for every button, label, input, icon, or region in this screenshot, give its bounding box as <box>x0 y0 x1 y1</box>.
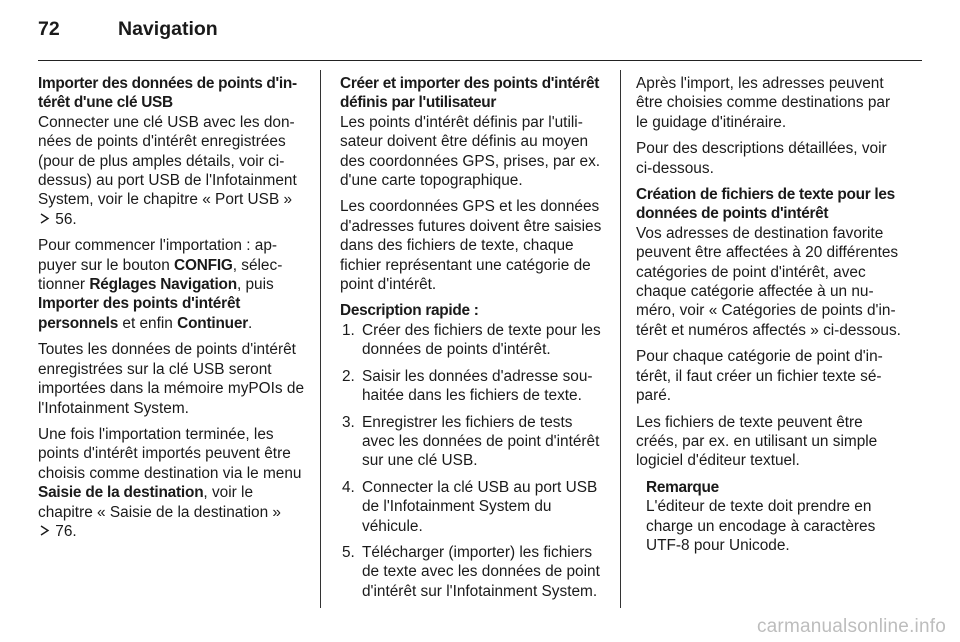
column-3 <box>636 74 904 555</box>
text-run: , voir le chapitre « Saisie de la destination » <box>38 484 281 521</box>
text-run: Une fois l'importation terminée, les points d'intérêt importés peuvent être choisis comme destination via le menu <box>38 425 302 482</box>
column-divider <box>620 70 621 608</box>
section-heading: Création de fichiers de texte pour les données de points d'intérêt <box>636 186 895 223</box>
list-item <box>340 367 605 406</box>
text-run: et enfin <box>118 314 178 332</box>
text-run: . <box>248 314 253 332</box>
watermark: carmanualsonline.info <box>756 616 946 637</box>
page-reference: 56. <box>55 210 77 228</box>
step-text: Connecter la clé USB au port USB de l'Infotainment System du véhicule. <box>362 478 598 535</box>
section-heading: Créer et importer des points d'intérêt définis par l'utilisateur <box>340 75 600 112</box>
menu-item-label: Continuer <box>177 314 249 332</box>
list-item <box>340 543 605 601</box>
usb-import-section <box>38 74 306 229</box>
paragraph: Connecter une clé USB avec les données de points d'intérêt enregistrées (pour de plus amples détails, voir ci-dessus) au port USB de l'Infotainment System, voir le chapitre « Port USB » <box>38 113 297 209</box>
custom-poi-section <box>340 74 605 190</box>
paragraph <box>38 236 306 333</box>
paragraph: Toutes les données de points d'intérêt enregistrées sur la clé USB seront importées dans la mémoire myPOIs de l'Infotainment System. <box>38 341 305 417</box>
paragraph: Les fichiers de texte peuvent être créés, par ex. en utilisant un simple logiciel d'éditeur textuel. <box>636 413 878 470</box>
text-run: , sélectionner <box>38 256 283 294</box>
text-run: Pour commencer l'importation : appuyer sur le bouton <box>38 237 278 274</box>
step-number: 2. <box>342 367 355 385</box>
note-text: L'éditeur de texte doit prendre en charge un encodage à caractères UTF-8 pour Unicode. <box>646 498 876 554</box>
config-button-label: CONFIG <box>174 256 233 274</box>
header-rule <box>38 60 922 61</box>
step-number: 4. <box>342 478 355 496</box>
step-text: Saisir les données d'adresse souhaitée dans les fichiers de texte. <box>362 367 593 405</box>
text-file-section <box>636 185 904 340</box>
step-number: 5. <box>342 543 355 561</box>
list-item <box>340 478 605 536</box>
column-1 <box>38 74 306 548</box>
paragraph: Vos adresses de destination favorite peuvent être affectées à 20 différentes catégories de point d'intérêt, avec chaque catégorie affectée à un numéro, voir « Catégories de points d'intérêt et numéros affectés » ci-dessous. <box>636 224 901 339</box>
menu-item-label: Saisie de la destination <box>38 484 204 502</box>
paragraph: Pour chaque catégorie de point d'intérêt, il faut créer un fichier texte séparé. <box>636 348 883 405</box>
column-divider <box>320 70 321 608</box>
step-text: Enregistrer les fichiers de tests avec les données de point d'intérêt sur une clé USB. <box>362 413 600 470</box>
list-item <box>340 413 605 471</box>
note-title: Remarque <box>646 478 719 496</box>
paragraph: Les points d'intérêt définis par l'utilisateur doivent être définis au moyen des coordonnées GPS, prises, par ex. d'une carte topographique. <box>340 113 601 190</box>
paragraph: Pour des descriptions détaillées, voir ci-dessous. <box>636 140 887 177</box>
step-text: Créer des fichiers de texte pour les données de points d'intérêt. <box>362 321 601 359</box>
page-header <box>38 18 218 41</box>
note-box <box>636 478 904 556</box>
step-number: 1. <box>342 321 355 339</box>
page-reference-icon <box>38 524 51 537</box>
section-title: Navigation <box>118 18 218 40</box>
text-run: , puis <box>236 276 274 294</box>
steps-heading: Description rapide : <box>340 302 479 320</box>
paragraph: Après l'import, les adresses peuvent être choisies comme destinations par le guidage d'itinéraire. <box>636 75 891 131</box>
page-reference: 76. <box>55 522 77 540</box>
page-number: 72 <box>38 18 60 40</box>
step-text: Télécharger (importer) les fichiers de texte avec les données de point d'intérêt sur l'Infotainment System. <box>362 543 600 600</box>
section-heading: Importer des données de points d'intérêt d'une clé USB <box>38 75 298 112</box>
menu-item-label: Réglages Navigation <box>89 276 237 294</box>
paragraph <box>38 425 306 541</box>
column-2 <box>340 74 605 608</box>
page-reference-icon <box>38 212 51 225</box>
list-item <box>340 321 605 360</box>
steps-list <box>340 321 605 601</box>
quick-description <box>340 301 605 601</box>
menu-item-label: Importer des points d'intérêt personnels <box>38 295 241 332</box>
paragraph: Les coordonnées GPS et les données d'adresses futures doivent être saisies dans des fichiers de texte, chaque fichier représentant une catégorie de point d'intérêt. <box>340 198 602 294</box>
step-number: 3. <box>342 413 355 431</box>
